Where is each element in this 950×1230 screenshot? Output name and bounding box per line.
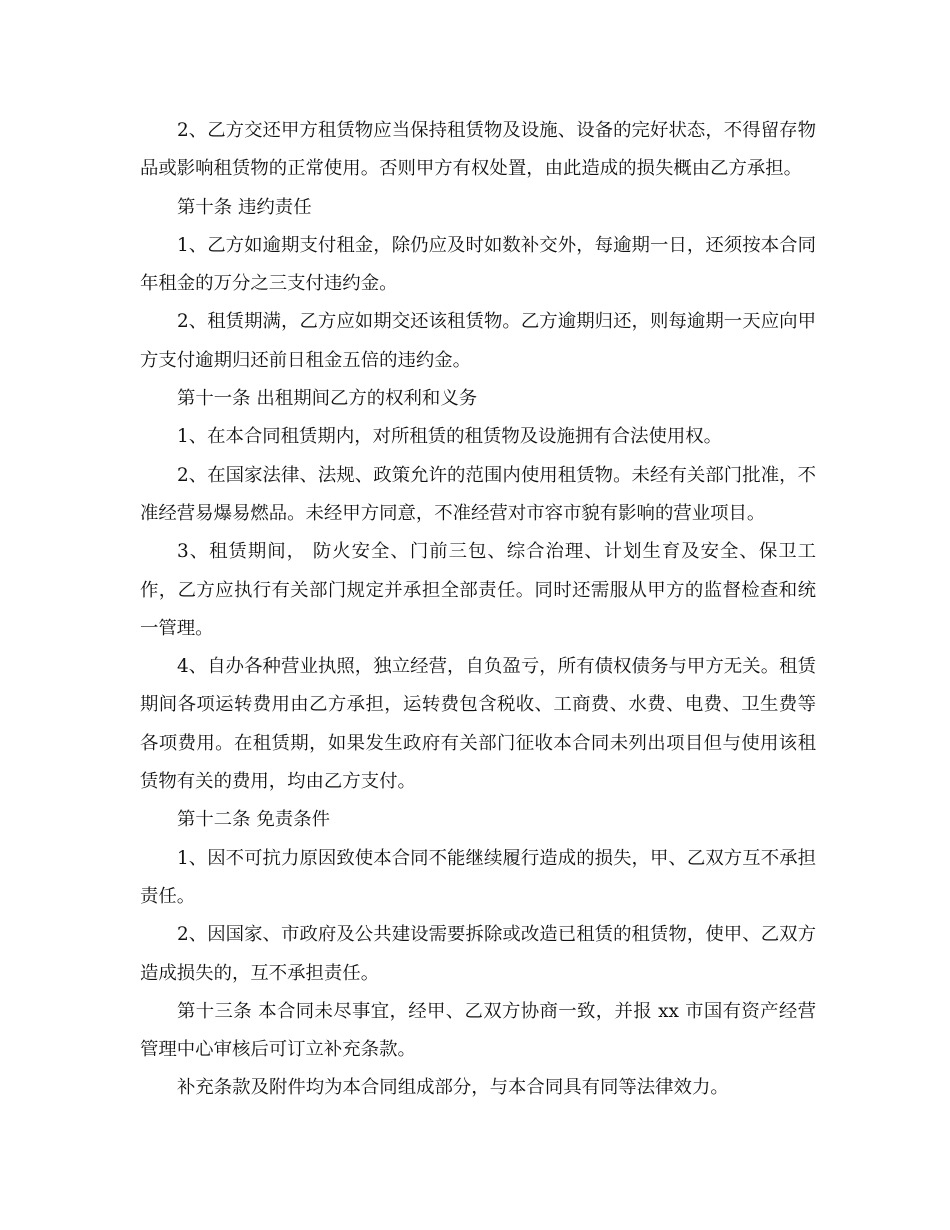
clause-11-item-1: 1、在本合同租赁期内，对所租赁的租赁物及设施拥有合法使用权。 bbox=[177, 426, 723, 448]
clause-10-item-2: 2、租赁期满，乙方应如期交还该租赁物。乙方逾期归还，则每逾期一天应向甲方支付逾期归还前日租金五倍的违约金。 bbox=[140, 311, 816, 371]
supplementary-terms-paragraph: 补充条款及附件均为本合同组成部分，与本合同具有同等法律效力。 bbox=[177, 1077, 729, 1099]
clause-10-item-1: 1、乙方如逾期支付租金，除仍应及时如数补交外，每逾期一日，还须按本合同年租金的万分之三支付违约金。 bbox=[140, 234, 816, 295]
article-11-heading: 第十一条 出租期间乙方的权利和义务 bbox=[177, 388, 478, 410]
article-12-heading: 第十二条 免责条件 bbox=[177, 809, 330, 831]
article-10-heading: 第十条 违约责任 bbox=[177, 196, 312, 218]
clause-11-item-4: 4、自办各种营业执照，独立经营，自负盈亏，所有债权债务与甲方无关。租赁期间各项运转费用由乙方承担，运转费包含税收、工商费、水费、电费、卫生费等各项费用。在租赁期，如果发生政府有关部门征收本合同未列出项目但与使用该租赁物有关的费用，均由乙方支付。 bbox=[140, 656, 816, 793]
clause-9-item-2: 2、乙方交还甲方租赁物应当保持租赁物及设施、设备的完好状态，不得留存物品或影响租赁物的正常使用。否则甲方有权处置，由此造成的损失概由乙方承担。 bbox=[140, 120, 816, 180]
document-page bbox=[140, 112, 816, 1108]
clause-11-item-3: 3、租赁期间， 防火安全、门前三包、综合治理、计划生育及安全、保卫工作，乙方应执行有关部门规定并承担全部责任。同时还需服从甲方的监督检查和统一管理。 bbox=[140, 541, 816, 639]
clause-12-item-2: 2、因国家、市政府及公共建设需要拆除或改造已租赁的租赁物，使甲、乙双方造成损失的，互不承担责任。 bbox=[140, 924, 816, 984]
clause-12-item-1: 1、因不可抗力原因致使本合同不能继续履行造成的损失，甲、乙双方互不承担责任。 bbox=[140, 847, 816, 907]
article-13-paragraph: 第十三条 本合同未尽事宜，经甲、乙双方协商一致，并报 xx 市国有资产经营管理中心审核后可订立补充条款。 bbox=[140, 1000, 816, 1061]
clause-11-item-2: 2、在国家法律、法规、政策允许的范围内使用租赁物。未经有关部门批准，不准经营易爆易燃品。未经甲方同意，不准经营对市容市貌有影响的营业项目。 bbox=[140, 464, 816, 524]
